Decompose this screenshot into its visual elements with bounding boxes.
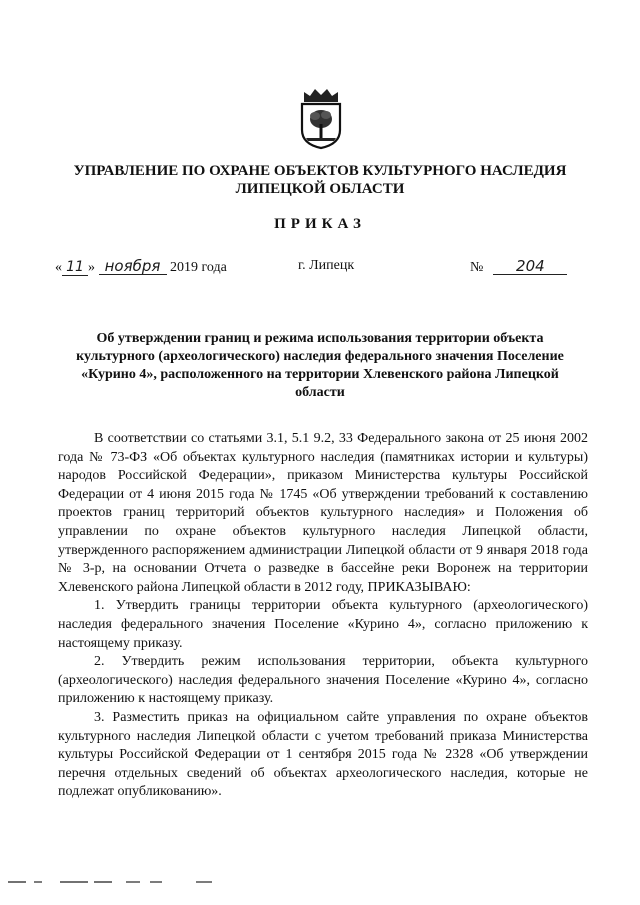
- order-city: г. Липецк: [298, 258, 355, 273]
- date-close-quote: »: [88, 260, 95, 275]
- order-number: [470, 258, 567, 276]
- order-item-3: 3. Разместить приказ на официальном сайте управления по охране объектов культурного наследия Липецкой области с учетом требований приказа Министерства культуры Российской Федерации от 1 сентября 2015 года № 2328 «Об утверждении перечня отдельных сведений об объектах археологического наследия, которые не подлежат опубликованию».: [58, 709, 588, 800]
- date-day-handwritten: 11: [62, 259, 88, 276]
- order-date: [55, 258, 227, 276]
- organization-title: УПРАВЛЕНИЕ ПО ОХРАНЕ ОБЪЕКТОВ КУЛЬТУРНОГО НАСЛЕДИЯ ЛИПЕЦКОЙ ОБЛАСТИ: [73, 163, 567, 197]
- preamble-paragraph: В соответствии со статьями 3.1, 5.1 9.2, 33 Федерального закона от 25 июня 2002 года № 73-ФЗ «Об объектах культурного наследия (памятниках истории и культуры) народов Российской Федерации», приказом Министерства культуры Российской Федерации от 4 июня 2015 года № 1745 «Об утверждении требований к составлению проектов границ территорий объектов культурного наследия» и Положения об управлении по охране объектов культурного наследия Липецкой области, утвержденного распоряжением администрации Липецкой области от 9 января 2018 года № 3-р, на основании Отчета о разведке в бассейне реки Воронеж на территории Хлевенского района Липецкой области в 2012 году, ПРИКАЗЫВАЮ:: [58, 431, 588, 595]
- order-item-2: 2. Утвердить режим использования территории, объекта культурного (археологического) наследия федерального значения Поселение «Курино 4», согласно приложению к настоящему приказу.: [58, 654, 588, 707]
- order-item-1: 1. Утвердить границы территории объекта культурного (археологического) наследия федерального значения Поселение «Курино 4», согласно приложению к настоящему приказу.: [58, 598, 588, 651]
- order-subject-heading: Об утверждении границ и режима использования территории объекта культурного (археологического) наследия федерального значения Поселение «Курино 4», расположенного на территории Хлевенского района Липецкой области: [76, 331, 564, 400]
- order-body: [58, 430, 588, 802]
- date-month-handwritten: ноября: [99, 258, 167, 275]
- scan-footer-artifact: [0, 878, 640, 886]
- order-meta-row: [0, 258, 640, 284]
- document-type-title: ПРИКАЗ: [274, 216, 366, 232]
- number-value-handwritten: 204: [493, 258, 567, 275]
- coat-of-arms-icon: [298, 86, 344, 150]
- number-label: №: [470, 260, 484, 275]
- date-open-quote: «: [55, 260, 62, 275]
- date-year: 2019 года: [170, 260, 227, 275]
